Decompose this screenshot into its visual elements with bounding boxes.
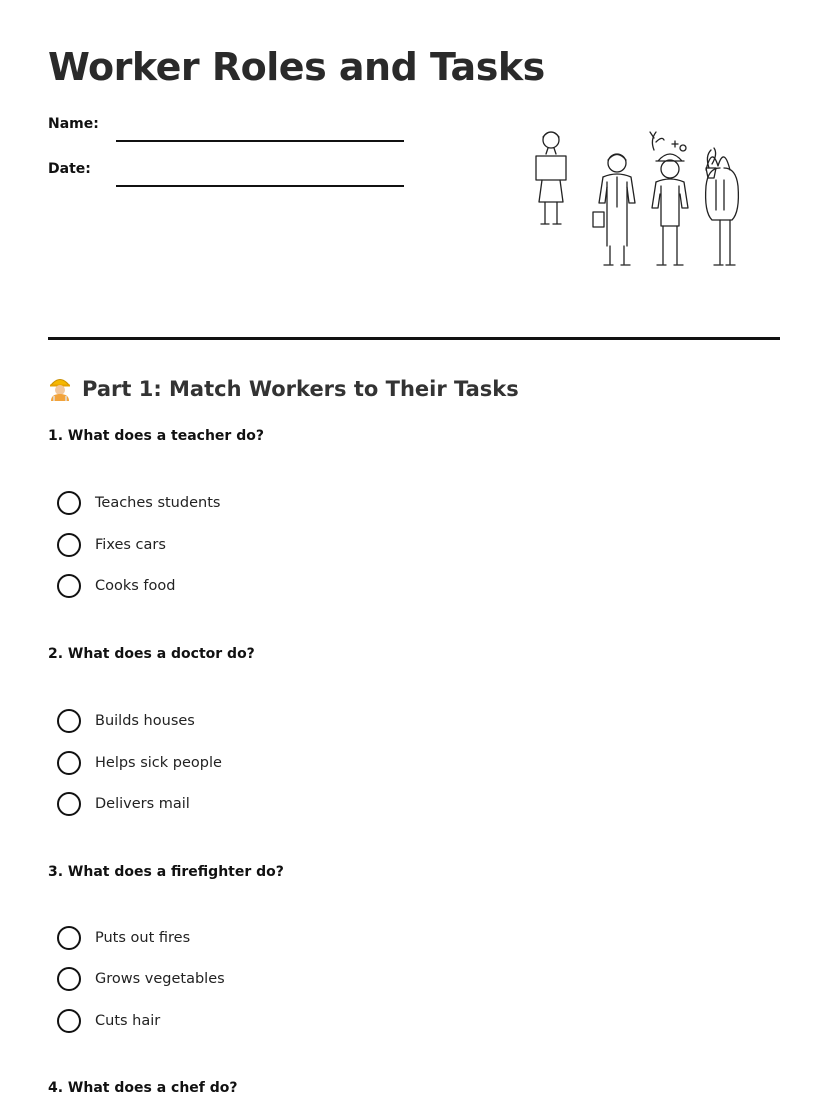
name-label: Name: — [48, 116, 99, 132]
q2-option-1[interactable] — [57, 709, 195, 733]
gardener-figure — [706, 148, 739, 265]
question-1-text: 1. What does a teacher do? — [48, 428, 264, 444]
name-underline[interactable] — [116, 140, 404, 142]
option-label: Delivers mail — [95, 796, 190, 812]
date-label: Date: — [48, 161, 91, 177]
q1-option-1[interactable] — [57, 491, 220, 515]
radio-button[interactable] — [57, 574, 81, 598]
section-title: Part 1: Match Workers to Their Tasks — [82, 377, 519, 401]
community-workers-illustration — [520, 120, 770, 275]
question-3-text: 3. What does a firefighter do? — [48, 864, 284, 880]
option-label: Cuts hair — [95, 1013, 161, 1029]
name-field[interactable] — [48, 112, 408, 142]
option-label: Cooks food — [95, 578, 176, 594]
radio-button[interactable] — [57, 751, 81, 775]
date-underline[interactable] — [116, 185, 404, 187]
doctor-figure — [593, 154, 635, 265]
option-label: Fixes cars — [95, 537, 166, 553]
page-title: Worker Roles and Tasks — [48, 45, 545, 89]
date-field[interactable] — [48, 157, 408, 187]
q2-option-2[interactable] — [57, 751, 222, 775]
option-label: Builds houses — [95, 713, 195, 729]
section-divider — [48, 337, 780, 340]
option-label: Helps sick people — [95, 755, 222, 771]
radio-button[interactable] — [57, 926, 81, 950]
q3-option-1[interactable] — [57, 926, 190, 950]
section-heading — [48, 374, 519, 404]
q1-option-3[interactable] — [57, 574, 175, 598]
radio-button[interactable] — [57, 533, 81, 557]
question-2-text: 2. What does a doctor do? — [48, 646, 255, 662]
q3-option-2[interactable] — [57, 967, 225, 991]
q1-option-2[interactable] — [57, 533, 166, 557]
radio-button[interactable] — [57, 1009, 81, 1033]
q3-option-3[interactable] — [57, 1009, 160, 1033]
option-label: Grows vegetables — [95, 971, 225, 987]
teacher-figure — [536, 132, 566, 224]
option-label: Teaches students — [95, 495, 221, 511]
radio-button[interactable] — [57, 967, 81, 991]
radio-button[interactable] — [57, 792, 81, 816]
question-4-text: 4. What does a chef do? — [48, 1080, 238, 1096]
construction-worker-emoji — [48, 375, 72, 401]
builder-figure — [650, 132, 688, 265]
radio-button[interactable] — [57, 491, 81, 515]
radio-button[interactable] — [57, 709, 81, 733]
q2-option-3[interactable] — [57, 792, 190, 816]
option-label: Puts out fires — [95, 930, 191, 946]
